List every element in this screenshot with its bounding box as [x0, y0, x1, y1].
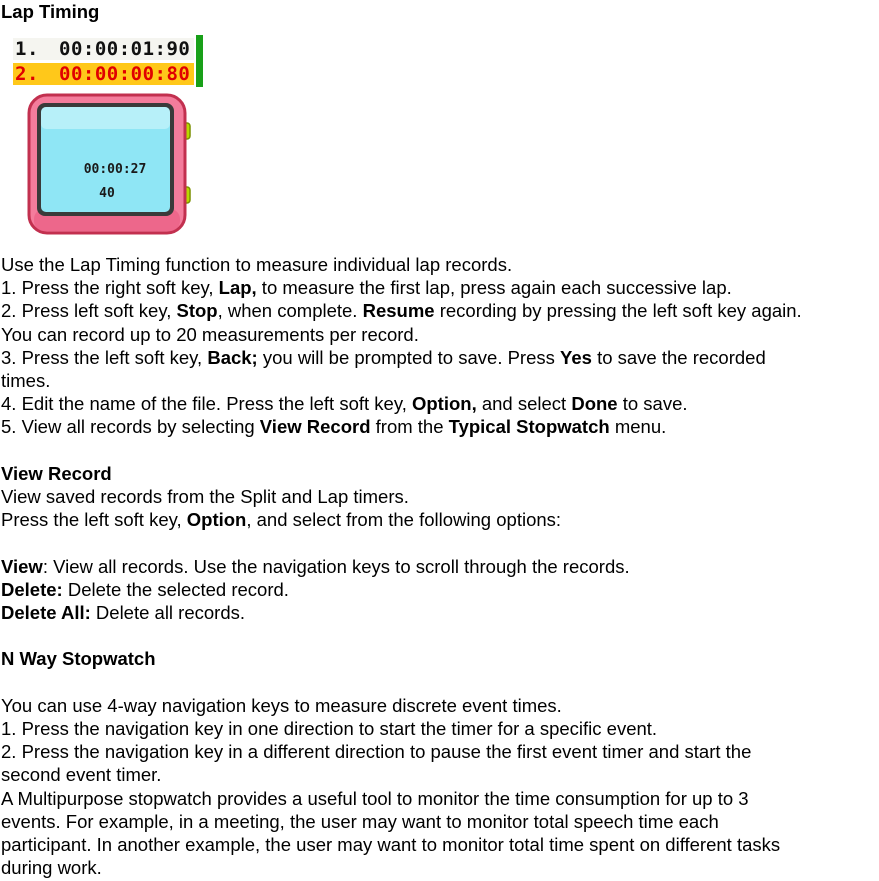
lap-scroll-bar	[196, 35, 203, 87]
spacer	[1, 531, 879, 554]
lap-step-3: 3. Press the left soft key, Back; you will be prompted to save. Press Yes to save the recorded	[1, 346, 766, 368]
n-way-heading: N Way Stopwatch	[1, 648, 156, 670]
lap-time: 00:00:00:80	[59, 63, 191, 85]
watch-hundredths: 40	[99, 186, 115, 201]
document-body	[1, 253, 879, 879]
watch-time: 00:00:27	[83, 162, 147, 177]
lap-step-2: 2. Press left soft key, Stop, when complete. Resume recording by pressing the left soft key again.	[1, 300, 802, 322]
stopwatch-device-icon	[26, 93, 196, 237]
option-view: View: View all records. Use the navigation keys to scroll through the records.	[1, 555, 630, 577]
lap-number: 2.	[15, 63, 39, 85]
n-way-step-1: 1. Press the navigation key in one direction to start the timer for a specific event.	[1, 718, 658, 739]
n-way-paragraph-line: events. For example, in a meeting, the user may want to monitor total speech time each	[1, 810, 719, 832]
lap-note: You can record up to 20 measurements per record.	[1, 323, 419, 345]
n-way-paragraph-line: A Multipurpose stopwatch provides a useful tool to monitor the time consumption for up to 3	[1, 787, 749, 809]
spacer	[1, 624, 879, 647]
lap-row	[13, 63, 194, 85]
n-way-paragraph-line: participant. In another example, the user may want to monitor total time spent on different tasks	[1, 834, 781, 856]
document-page	[1, 0, 879, 879]
view-record-line-2: Press the left soft key, Option, and select from the following options:	[1, 509, 562, 531]
view-record-heading: View Record	[1, 462, 112, 484]
screen-glare	[41, 107, 170, 129]
option-delete: Delete: Delete the selected record.	[1, 578, 289, 600]
spacer	[1, 671, 879, 694]
lap-step-1: 1. Press the right soft key, Lap, to measure the first lap, press again each successive lap.	[1, 277, 732, 299]
lap-timing-illustration	[0, 0, 879, 230]
n-way-step-2-cont: second event timer.	[1, 764, 162, 786]
view-record-line-1: View saved records from the Split and Lap timers.	[1, 486, 409, 508]
n-way-paragraph-line: during work.	[1, 857, 102, 879]
lap-row	[13, 38, 194, 60]
lap-step-4: 4. Edit the name of the file. Press the left soft key, Option, and select Done to save.	[1, 393, 688, 415]
n-way-intro: You can use 4-way navigation keys to measure discrete event times.	[1, 694, 562, 716]
page-title: Lap Timing	[1, 1, 100, 22]
lap-number: 1.	[15, 38, 39, 60]
lap-step-5: 5. View all records by selecting View Record from the Typical Stopwatch menu.	[1, 416, 667, 438]
n-way-step-2: 2. Press the navigation key in a different direction to pause the first event timer and start the	[1, 741, 752, 763]
lap-time: 00:00:01:90	[59, 38, 191, 60]
spacer	[1, 439, 879, 462]
lap-intro: Use the Lap Timing function to measure individual lap records.	[1, 254, 513, 275]
lap-list-panel	[13, 35, 203, 87]
option-delete-all: Delete All: Delete all records.	[1, 602, 246, 624]
lap-step-3-cont: times.	[1, 370, 51, 392]
